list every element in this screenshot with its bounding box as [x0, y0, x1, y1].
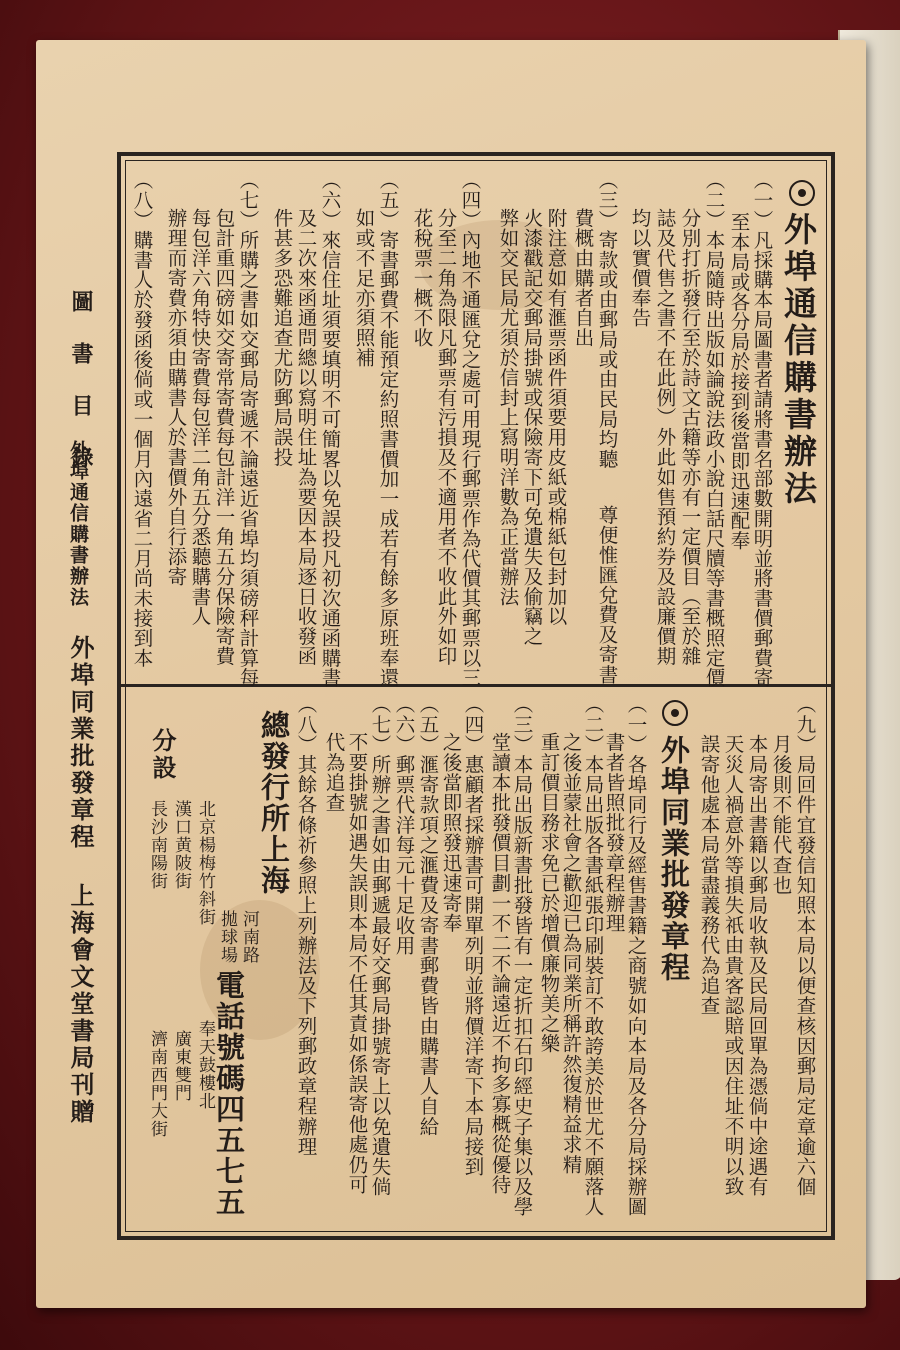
top-col-14: 弊如交民局尤須於信封上寫明洋數為正當辦法 — [496, 208, 520, 606]
top-col-7: （三）寄款或由郵局或由民局均聽 — [595, 170, 619, 469]
head-office-title: 總發行所上海 — [257, 710, 291, 896]
top-col-6: 均以實價奉告 — [628, 208, 652, 328]
bottom-col-2: 書者皆照批發章程辦理 — [602, 732, 626, 933]
top-col-19: 件甚多恐難追查尤防郵局誤投 — [270, 208, 294, 467]
bottom-col-6: （三）本局出版新書批發皆有一定折扣石印經史子集以及學 — [510, 694, 534, 1217]
bottom-notice-2: 月後則不能代查也 — [769, 734, 793, 895]
top-col-20: （七）所購之書如交郵局寄遞不論遠近省埠均須磅秤計算每 — [236, 170, 260, 688]
bottom-col-13: 不要掛號如遇失誤則本局不任其責如係誤寄他處仍可 — [345, 732, 369, 1195]
circle-marker-icon — [662, 700, 688, 726]
branch-jinan: 濟南西門大街 — [147, 1030, 167, 1138]
bottom-col-3: （二）本局出版各書紙張印刷裝訂不敢誇美於世尤不願落人 — [581, 694, 605, 1217]
bottom-col-14: 代為追查 — [322, 732, 346, 813]
head-office-locale: 拋球場 — [217, 910, 237, 964]
top-col-18: 及二次來函通問總以寫明住址為要因本局逐日收發函 — [294, 208, 318, 666]
bottom-col-10: （五）滙寄款項之滙費及寄書郵費皆由購書人自給 — [416, 694, 440, 1137]
bottom-col-1: （一）各埠同行及經售書籍之商號如向本局及各分局採辦圖 — [624, 694, 648, 1217]
top-col-24: （八）購書人於發函後倘或一個月內遠省二月尚未接到本 — [130, 170, 154, 668]
branch-guangdong: 廣東雙門 — [171, 1030, 191, 1102]
top-col-23: 辦理而寄費亦須由購書人於書價外自行添寄 — [164, 208, 188, 587]
bottom-notice-3: 本局寄出書籍以郵局收執及民局回單為憑倘中途遇有 — [745, 734, 769, 1197]
top-col-11: 花稅票一概不收 — [410, 208, 434, 348]
bottom-col-12: （七）所辦之書如由郵遞最好交郵局掛號寄上以免遺失倘 — [368, 694, 392, 1197]
bottom-notice-4: 天災人禍意外等損失祇由貴客認賠或因住址不明以致 — [721, 734, 745, 1197]
bottom-col-11: （六）郵票代洋每元十足收用 — [392, 694, 416, 956]
circle-marker-icon — [789, 180, 815, 206]
top-col-17: （六）來信住址須要填明不可簡畧以免誤投凡初次通函購書 — [318, 170, 342, 688]
top-col-10: 分至二角為限凡郵票有污損及不適用者不收此外如印 — [434, 208, 458, 666]
margin-left-label: 圖 書 目 錄 — [68, 290, 94, 470]
branch-changsha: 長沙南陽街 — [147, 800, 167, 890]
top-col-16: 如或不足亦須照補 — [352, 208, 376, 368]
bottom-col-7: 堂讀本批發價目劃一不二不論遠近不拘多寡概從優待 — [488, 732, 512, 1195]
top-col-4: 分別打折發行至於詩文古籍等亦有一定價目（至於雜 — [678, 208, 702, 666]
top-col-13: 火漆戳記交郵局掛號或保險寄下可免遺失及偷竊之 — [520, 208, 544, 646]
bottom-notice-5: 誤寄他處本局當盡義務代為追查 — [697, 734, 721, 1016]
branch-beijing: 北京楊梅竹斜街 — [195, 800, 215, 926]
branch-hankou: 漢口黄陂街 — [171, 800, 191, 890]
bottom-heading: 外埠同業批發章程 — [657, 735, 691, 983]
head-office-phone: 電話號碼四五七五 — [212, 970, 246, 1218]
head-office-road: 河南路 — [239, 910, 259, 964]
bottom-col-9: 之後當即照發迅速寄奉 — [439, 732, 463, 933]
top-col-21: 包計重四磅如交寄常寄費每包計洋一角五分保險寄費 — [212, 208, 236, 666]
top-col-1: （一）凡採購本局圖書者請將書名部數開明並將書價郵費寄 — [750, 170, 774, 688]
top-col-9: （四）內地不通匯兌之處可用現行郵票作為代價其郵票以三 — [458, 170, 482, 688]
bottom-col-15: （八）其餘各條祈參照上列辦法及下列郵政章程辦理 — [294, 694, 318, 1157]
bottom-col-4: 之後並蒙社會之歡迎已為同業所稱許然復精益求精 — [559, 732, 583, 1175]
bottom-col-8: （四）惠顧者採辦書可開單列明並將價洋寄下本局接到 — [461, 694, 485, 1177]
top-col-8: 費概由購者自出 — [571, 208, 595, 348]
branches-title: 分設 — [148, 728, 177, 782]
top-col-7b: 尊便惟匯兌費及寄書 — [595, 505, 619, 685]
bottom-col-5: 重訂價目務求免已於增價廉物美之樂 — [537, 732, 561, 1054]
branch-fengtian: 奉天鼓樓北 — [195, 1020, 215, 1110]
bottom-notice-1: （九）局回件宜發信知照本局以便查核因郵局定章逾六個 — [793, 694, 817, 1197]
top-col-12: 附注意如有滙票函件須要用皮紙或棉紙包封加以 — [544, 208, 568, 626]
top-heading: 外埠通信購書辦法 — [779, 212, 818, 508]
top-col-3: （二）本局隨時出版如論說法政小說白話尺牘等書概照定價 — [702, 170, 726, 688]
margin-right-title: 外埠同業批發章程 上海會文堂書局刊贈 — [66, 635, 95, 1126]
top-col-15: （五）寄書郵費不能預定約照書價加一成若有餘多原班奉還 — [376, 170, 400, 688]
top-col-22: 每包洋六角特快寄費每包洋二角五分悉聽購書人 — [188, 208, 212, 626]
top-col-5: 誌及代售之書不在此例）外此如售預約券及設廉價期 — [653, 208, 677, 666]
top-col-2: 至本局或各分局於接到後當即迅速配奉 — [727, 212, 751, 551]
margin-left-title: 外埠通信購書辦法 — [67, 440, 89, 608]
